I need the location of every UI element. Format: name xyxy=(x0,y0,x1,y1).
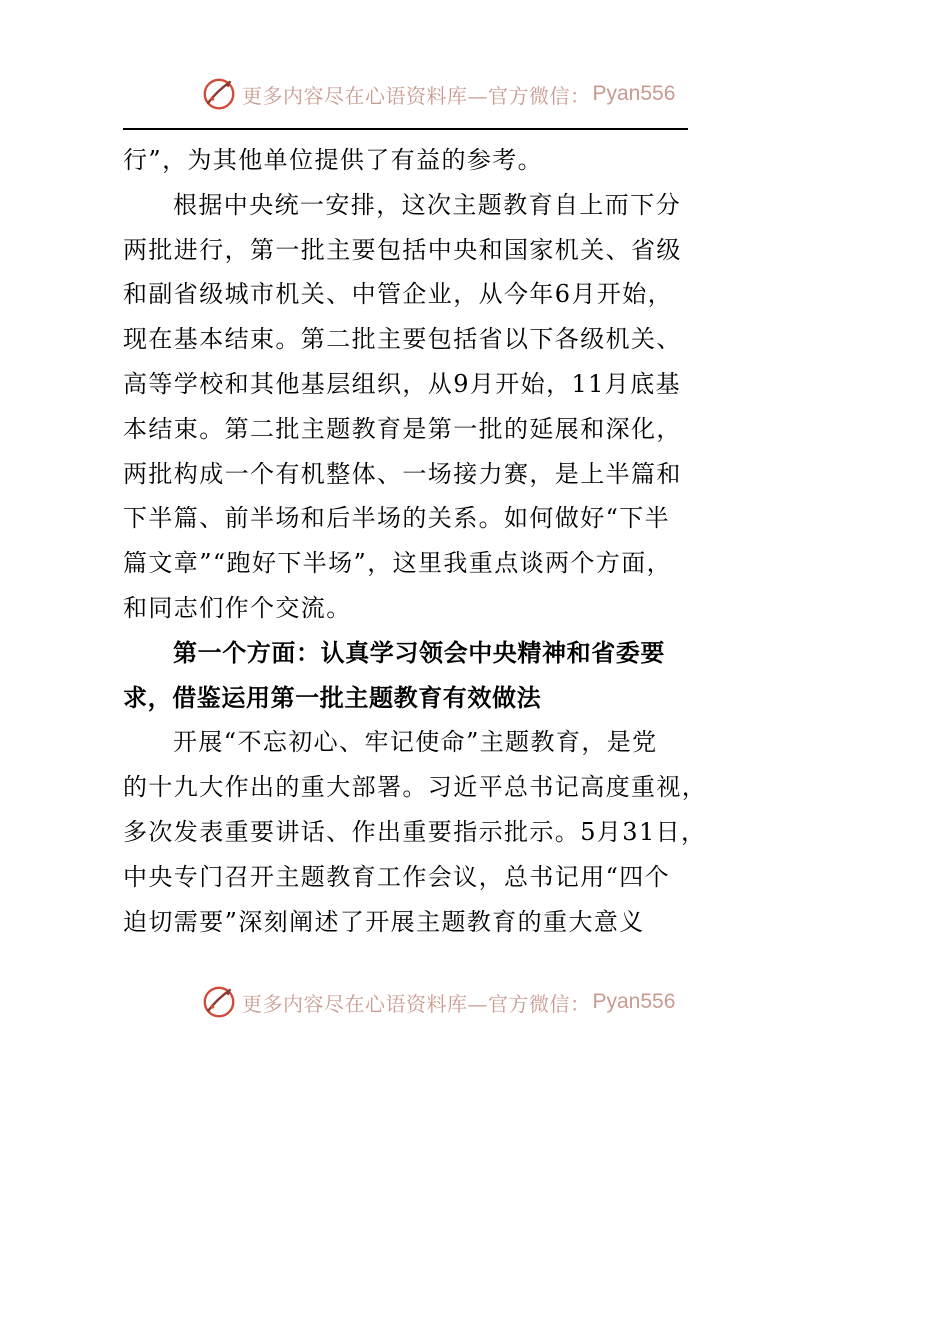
body-line: 行”，为其他单位提供了有益的参考。 xyxy=(123,146,544,174)
watermark-wechat-id: Pyan556 xyxy=(592,82,676,105)
watermark-text: 更多内容尽在心语资料库—官方微信： xyxy=(242,991,591,1016)
body-line: 两批进行，第一批主要包括中央和国家机关、省级 xyxy=(123,235,682,264)
body-line: 根据中央统一安排，这次主题教育自上而下分 xyxy=(173,190,681,219)
body-line: 高等学校和其他基层组织，从9月开始，11月底基 xyxy=(123,369,682,398)
watermark-text: 更多内容尽在心语资料库—官方微信： xyxy=(242,83,591,108)
pen-logo-icon xyxy=(200,983,238,1021)
body-line: 两批构成一个有机整体、一场接力赛，是上半篇和 xyxy=(123,459,682,488)
body-line: 多次发表重要讲话、作出重要指示批示。5月31日， xyxy=(123,817,707,846)
body-line: 的十九大作出的重大部署。习近平总书记高度重视， xyxy=(123,773,708,802)
body-line: 中央专门召开主题教育工作会议，总书记用“四个 xyxy=(123,862,671,891)
body-line: 迫切需要”深刻阐述了开展主题教育的重大意义 xyxy=(123,907,645,936)
watermark-header xyxy=(200,74,675,114)
body-line: 和同志们作个交流。 xyxy=(123,593,352,622)
body-line: 本结束。第二批主题教育是第一批的延展和深化， xyxy=(123,414,682,443)
pen-logo-icon xyxy=(200,75,238,113)
section-heading: 求，借鉴运用第一批主题教育有效做法 xyxy=(123,683,542,712)
section-heading: 第一个方面：认真学习领会中央精神和省委要 xyxy=(173,638,665,667)
header-divider xyxy=(123,128,688,130)
body-line: 和副省级城市机关、中管企业，从今年6月开始， xyxy=(123,280,674,309)
body-line: 篇文章”“跑好下半场”，这里我重点谈两个方面， xyxy=(123,549,673,578)
document-body xyxy=(123,138,713,944)
watermark-wechat-id: Pyan556 xyxy=(592,990,676,1013)
watermark-footer xyxy=(200,982,675,1022)
body-line: 下半篇、前半场和后半场的关系。如何做好“下半 xyxy=(123,504,671,533)
body-line: 开展“不忘初心、牢记使命”主题教育，是党 xyxy=(173,728,658,757)
body-line: 现在基本结束。第二批主要包括省以下各级机关、 xyxy=(123,325,682,354)
